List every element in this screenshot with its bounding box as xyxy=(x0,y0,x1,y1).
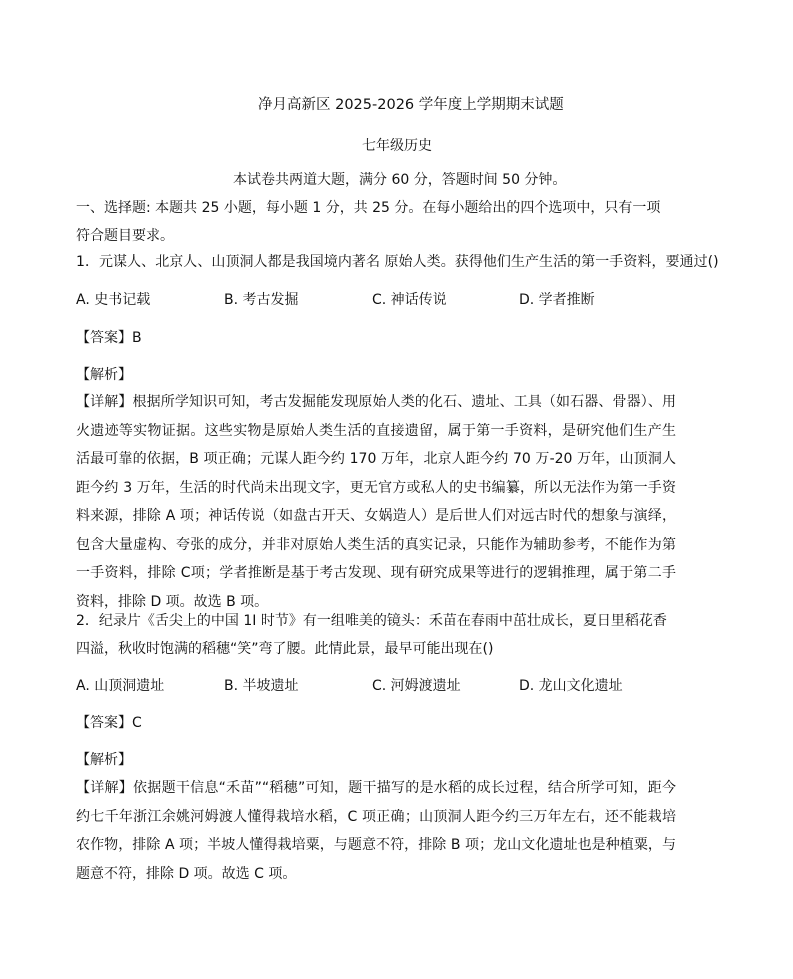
q1-answer: 【答案】B xyxy=(76,330,142,346)
q2-option-b: B. 半坡遗址 xyxy=(224,678,299,694)
q1-option-d: D. 学者推断 xyxy=(519,292,595,308)
q1-detail-text: 根据所学知识可知，考古发掘能发现原始人类的化石、遗址、工具（如石器、骨器）、用火遗迹等实物证据。这些实物是原始人类生活的直接遗留，属于第一手资料，是研究他们生产生活最可靠的依据，B 项正确；元谋人距今约 170 万年，北京人距今约 70 万-20 万年，山顶洞人距今约 3 万年，生活的时代尚未出现文字，更无官方或私人的史书编纂，所以无法作为第一手资料来源，排除 A 项；神话传说（如盘古开天、女娲造人）是后世人们对远古时代的想象与演绎，包含大量虚构、夸张的成分，并非对原始人类生活的真实记录，只能作为辅助参考，不能作为第一手资料，排除 C项；学者推断是基于考古发现、现有研究成果等进行的逻辑推理，属于第二手资料，排除 D 项。故选 B 项。 xyxy=(76,394,677,610)
exam-instructions: 本试卷共两道大题，满分 60 分，答题时间 50 分钟。 xyxy=(233,172,567,188)
q2-stem-line1: 2．纪录片《舌尖上的中国 1I 时节》有一组唯美的镜头：禾苗在春雨中茁壮成长，夏日里稻花香 xyxy=(76,613,667,629)
q1-detail xyxy=(76,388,676,616)
q1-analysis-label: 【解析】 xyxy=(76,367,132,383)
q1-option-b: B. 考古发掘 xyxy=(224,292,299,308)
q1-option-c: C. 神话传说 xyxy=(372,292,447,308)
q2-option-d: D. 龙山文化遗址 xyxy=(519,678,623,694)
section-heading-line2: 符合题目要求。 xyxy=(76,228,174,244)
q2-analysis-label: 【解析】 xyxy=(76,752,132,768)
exam-title: 净月高新区 2025-2026 学年度上学期期末试题 xyxy=(258,97,564,113)
q2-stem-line2: 四溢，秋收时饱满的稻穗“笑”弯了腰。此情此景，最早可能出现在() xyxy=(76,641,494,657)
q2-detail-text: 依据题干信息“禾苗”“稻穗”可知，题干描写的是水稻的成长过程，结合所学可知，距今约七千年浙江余姚河姆渡人懂得栽培水稻，C 项正确；山顶洞人距今约三万年左右，还不能栽培农作物，排除 A 项；半坡人懂得栽培粟，与题意不符，排除 B 项；龙山文化遗址也是种植粟，与题意不符，排除 D 项。故选 C 项。 xyxy=(76,780,676,882)
q2-option-c: C. 河姆渡遗址 xyxy=(372,678,461,694)
q2-detail xyxy=(76,774,676,888)
section-heading-line1: 一、选择题: 本题共 25 小题，每小题 1 分，共 25 分。在每小题给出的四个选项中，只有一项 xyxy=(76,200,661,216)
exam-subject: 七年级历史 xyxy=(362,138,432,154)
q2-detail-label: 【详解】 xyxy=(76,780,134,796)
q2-answer: 【答案】C xyxy=(76,715,142,731)
q1-stem: 1．元谋人、北京人、山顶洞人都是我国境内著名 原始人类。获得他们生产生活的第一手资料，要通过() xyxy=(76,254,719,270)
q2-option-a: A. 山顶洞遗址 xyxy=(76,678,165,694)
q1-detail-label: 【详解】 xyxy=(76,394,133,410)
q1-option-a: A. 史书记载 xyxy=(76,292,151,308)
